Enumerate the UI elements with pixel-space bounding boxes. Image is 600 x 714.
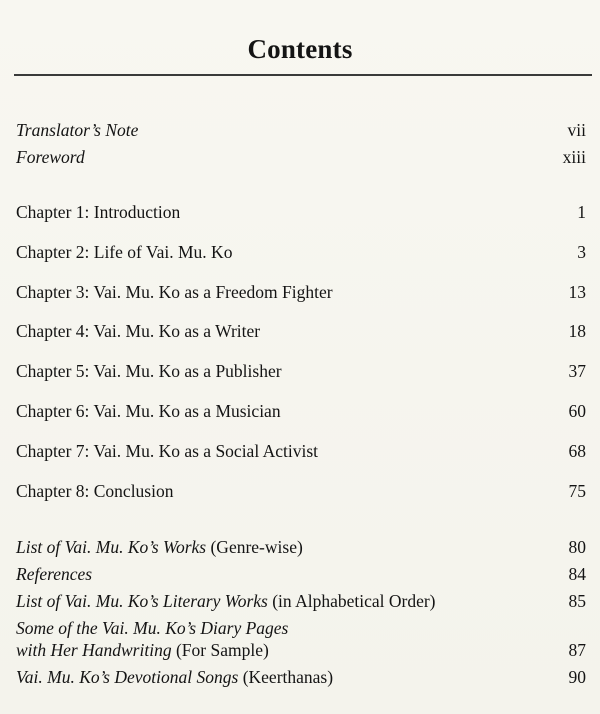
toc-entry-label: Foreword: [16, 147, 85, 167]
toc-entry-label: Chapter 2: Life of Vai. Mu. Ko: [16, 242, 233, 262]
toc-entry-page: 37: [568, 361, 586, 381]
page-title: Contents: [247, 34, 353, 64]
toc-entry-page: 87: [568, 640, 586, 660]
toc-entry-page: 85: [568, 591, 586, 611]
toc-entry-label-roman: (in Alphabetical Order): [267, 591, 436, 611]
toc-entry-label: Some of the Vai. Mu. Ko’s Diary Pages: [16, 618, 289, 638]
toc-entry-page: 75: [568, 481, 586, 501]
title-divider: [14, 74, 592, 76]
toc-entry-label: References: [16, 564, 93, 584]
toc-entry-label: [16, 536, 303, 558]
toc-entry-label-roman: (Keerthanas): [238, 667, 334, 687]
toc-entry-label: Chapter 4: Vai. Mu. Ko as a Writer: [16, 321, 261, 341]
toc-entry-label: [16, 666, 333, 688]
toc-entry-label: Chapter 7: Vai. Mu. Ko as a Social Activist: [16, 441, 319, 461]
toc-entry-label-italic: List of Vai. Mu. Ko’s Literary Works: [16, 591, 268, 611]
toc-entry-page: 13: [568, 282, 586, 302]
toc-entry-page: 1: [577, 202, 586, 222]
toc-entry-label: Chapter 3: Vai. Mu. Ko as a Freedom Fighter: [16, 282, 333, 302]
toc-entry-label: Translator’s Note: [16, 120, 139, 140]
toc-entry-page: vii: [567, 120, 586, 140]
toc-entry-page: 68: [568, 441, 586, 461]
toc-entry-page: 80: [568, 537, 586, 557]
toc-entry-label-italic: Vai. Mu. Ko’s Devotional Songs: [16, 667, 239, 687]
toc-entry-page: 90: [568, 667, 586, 687]
toc-entry-label: Chapter 1: Introduction: [16, 202, 181, 222]
toc-entry-label: Chapter 8: Conclusion: [16, 481, 174, 501]
toc-entry-label-roman: (Genre-wise): [206, 537, 303, 557]
toc-entry-label-italic: with Her Handwriting: [16, 640, 172, 660]
toc-entry-page: 3: [577, 242, 586, 262]
toc-entry-page: 60: [568, 401, 586, 421]
toc-entry-label: [16, 590, 436, 612]
toc-entry-label: Chapter 6: Vai. Mu. Ko as a Musician: [16, 401, 281, 421]
toc-entry-label-roman: (For Sample): [171, 640, 269, 660]
toc-entry-label-italic: List of Vai. Mu. Ko’s Works: [16, 537, 207, 557]
toc-entry-label: Chapter 5: Vai. Mu. Ko as a Publisher: [16, 361, 282, 381]
toc-entry-page: xiii: [562, 147, 586, 167]
toc-entry-label-line2: [16, 639, 269, 661]
toc-entry-page: 84: [568, 564, 586, 584]
toc-entry-page: 18: [568, 321, 586, 341]
